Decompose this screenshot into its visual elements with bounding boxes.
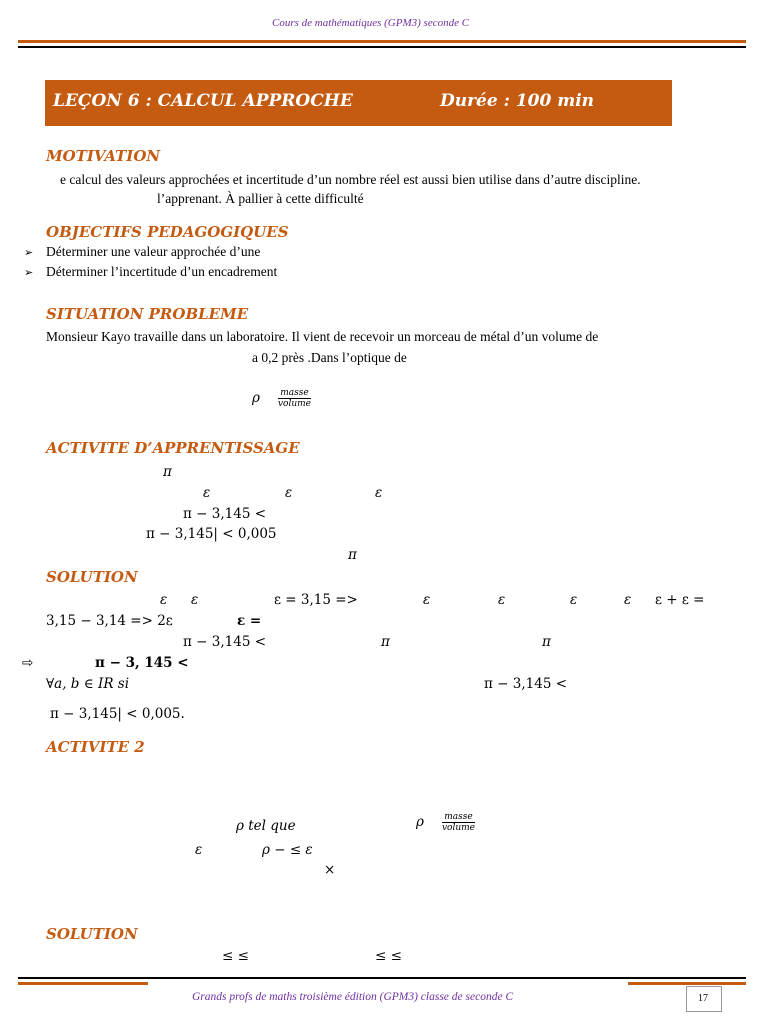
math-expression: π − 3,145 < <box>484 676 568 692</box>
epsilon-symbol: ε <box>570 592 578 608</box>
math-expression: π − 3, 145 < <box>95 655 189 671</box>
epsilon-symbol: ε <box>624 592 632 608</box>
situation-line-1: Monsieur Kayo travaille dans un laboratoire. Il vient de recevoir un morceau de métal d’un volume de <box>46 329 599 344</box>
math-expression: π − 3,145 < <box>183 506 267 522</box>
math-expression: π − 3,145 < <box>183 634 267 650</box>
fraction <box>440 812 477 833</box>
implies-arrow-icon: ⇨ <box>22 655 34 670</box>
rho-symbol: ρ <box>252 390 260 407</box>
lesson-duration: Durée : 100 min <box>440 91 595 111</box>
math-expression: ε + ε = <box>655 592 705 608</box>
rho-symbol: ρ <box>416 814 424 831</box>
motivation-line-2: l’apprenant. À pallier à cette difficulté <box>157 191 364 206</box>
math-expression: ρ tel que <box>236 818 296 834</box>
header-rule-orange <box>18 40 746 43</box>
epsilon-symbol: ε <box>285 485 293 501</box>
math-expression: ε = <box>237 613 262 629</box>
situation-line-2: a 0,2 près .Dans l’optique de <box>252 350 407 365</box>
pi-symbol: π <box>348 547 357 563</box>
bullet-arrow-icon: ➢ <box>24 267 34 279</box>
header-rule-black <box>18 46 746 48</box>
math-expression: π − 3,145| < 0,005 <box>146 526 277 542</box>
pi-symbol: π <box>163 464 172 480</box>
page-header-title: Cours de mathématiques (GPM3) seconde C <box>272 17 470 29</box>
objective-item-2: Déterminer l’incertitude d’un encadrement <box>46 264 278 279</box>
motivation-line-1: e calcul des valeurs approchées et incertitude d’un nombre réel est aussi bien utilise dans d’autre discipline. <box>60 172 641 187</box>
epsilon-symbol: ε <box>195 842 203 858</box>
fraction-denominator: volume <box>441 823 475 833</box>
epsilon-symbol: ε <box>498 592 506 608</box>
math-expression: 3,15 − 3,14 => 2ε <box>46 613 173 629</box>
objectives-heading: OBJECTIFS PEDAGOGIQUES <box>46 223 289 241</box>
lesson-banner <box>45 80 672 126</box>
pi-symbol: π <box>381 634 390 650</box>
page-number: 17 <box>698 993 708 1004</box>
math-expression: ≤ ≤ <box>375 948 402 964</box>
density-formula <box>252 388 313 409</box>
math-expression: ε = 3,15 => <box>274 592 358 608</box>
fraction <box>276 388 313 409</box>
math-expression: ≤ ≤ <box>222 948 249 964</box>
epsilon-symbol: ε <box>423 592 431 608</box>
epsilon-symbol: ε <box>203 485 211 501</box>
epsilon-symbol: ε <box>191 592 199 608</box>
motivation-heading: MOTIVATION <box>46 147 161 165</box>
activite1-heading: ACTIVITE D’APPRENTISSAGE <box>46 439 300 457</box>
math-expression: ρ − ≤ ε <box>262 842 313 858</box>
fraction-numerator: masse <box>444 812 473 822</box>
epsilon-symbol: ε <box>375 485 383 501</box>
footer-rule-orange-left <box>18 982 148 985</box>
math-expression: π − 3,145| < 0,005. <box>50 706 185 722</box>
times-symbol: × <box>324 862 336 878</box>
situation-heading: SITUATION PROBLEME <box>46 305 249 323</box>
solution2-heading: SOLUTION <box>46 925 138 943</box>
pi-symbol: π <box>542 634 551 650</box>
activite2-heading: ACTIVITE 2 <box>46 738 145 756</box>
objective-item-1: Déterminer une valeur approchée d’une <box>46 244 261 259</box>
footer-rule-black <box>18 977 746 979</box>
epsilon-symbol: ε <box>160 592 168 608</box>
fraction-denominator: volume <box>277 399 311 409</box>
fraction-numerator: masse <box>280 388 309 398</box>
footer-text: Grands profs de maths troisième édition (GPM3) classe de seconde C <box>192 991 514 1003</box>
footer-rule-orange-right <box>628 982 746 985</box>
lesson-title: LEÇON 6 : CALCUL APPROCHE <box>53 91 353 111</box>
density-formula <box>416 812 477 833</box>
page-number-box <box>686 986 722 1012</box>
solution1-heading: SOLUTION <box>46 568 138 586</box>
bullet-arrow-icon: ➢ <box>24 247 34 259</box>
math-expression: ∀a, b ∈ IR si <box>46 676 130 692</box>
